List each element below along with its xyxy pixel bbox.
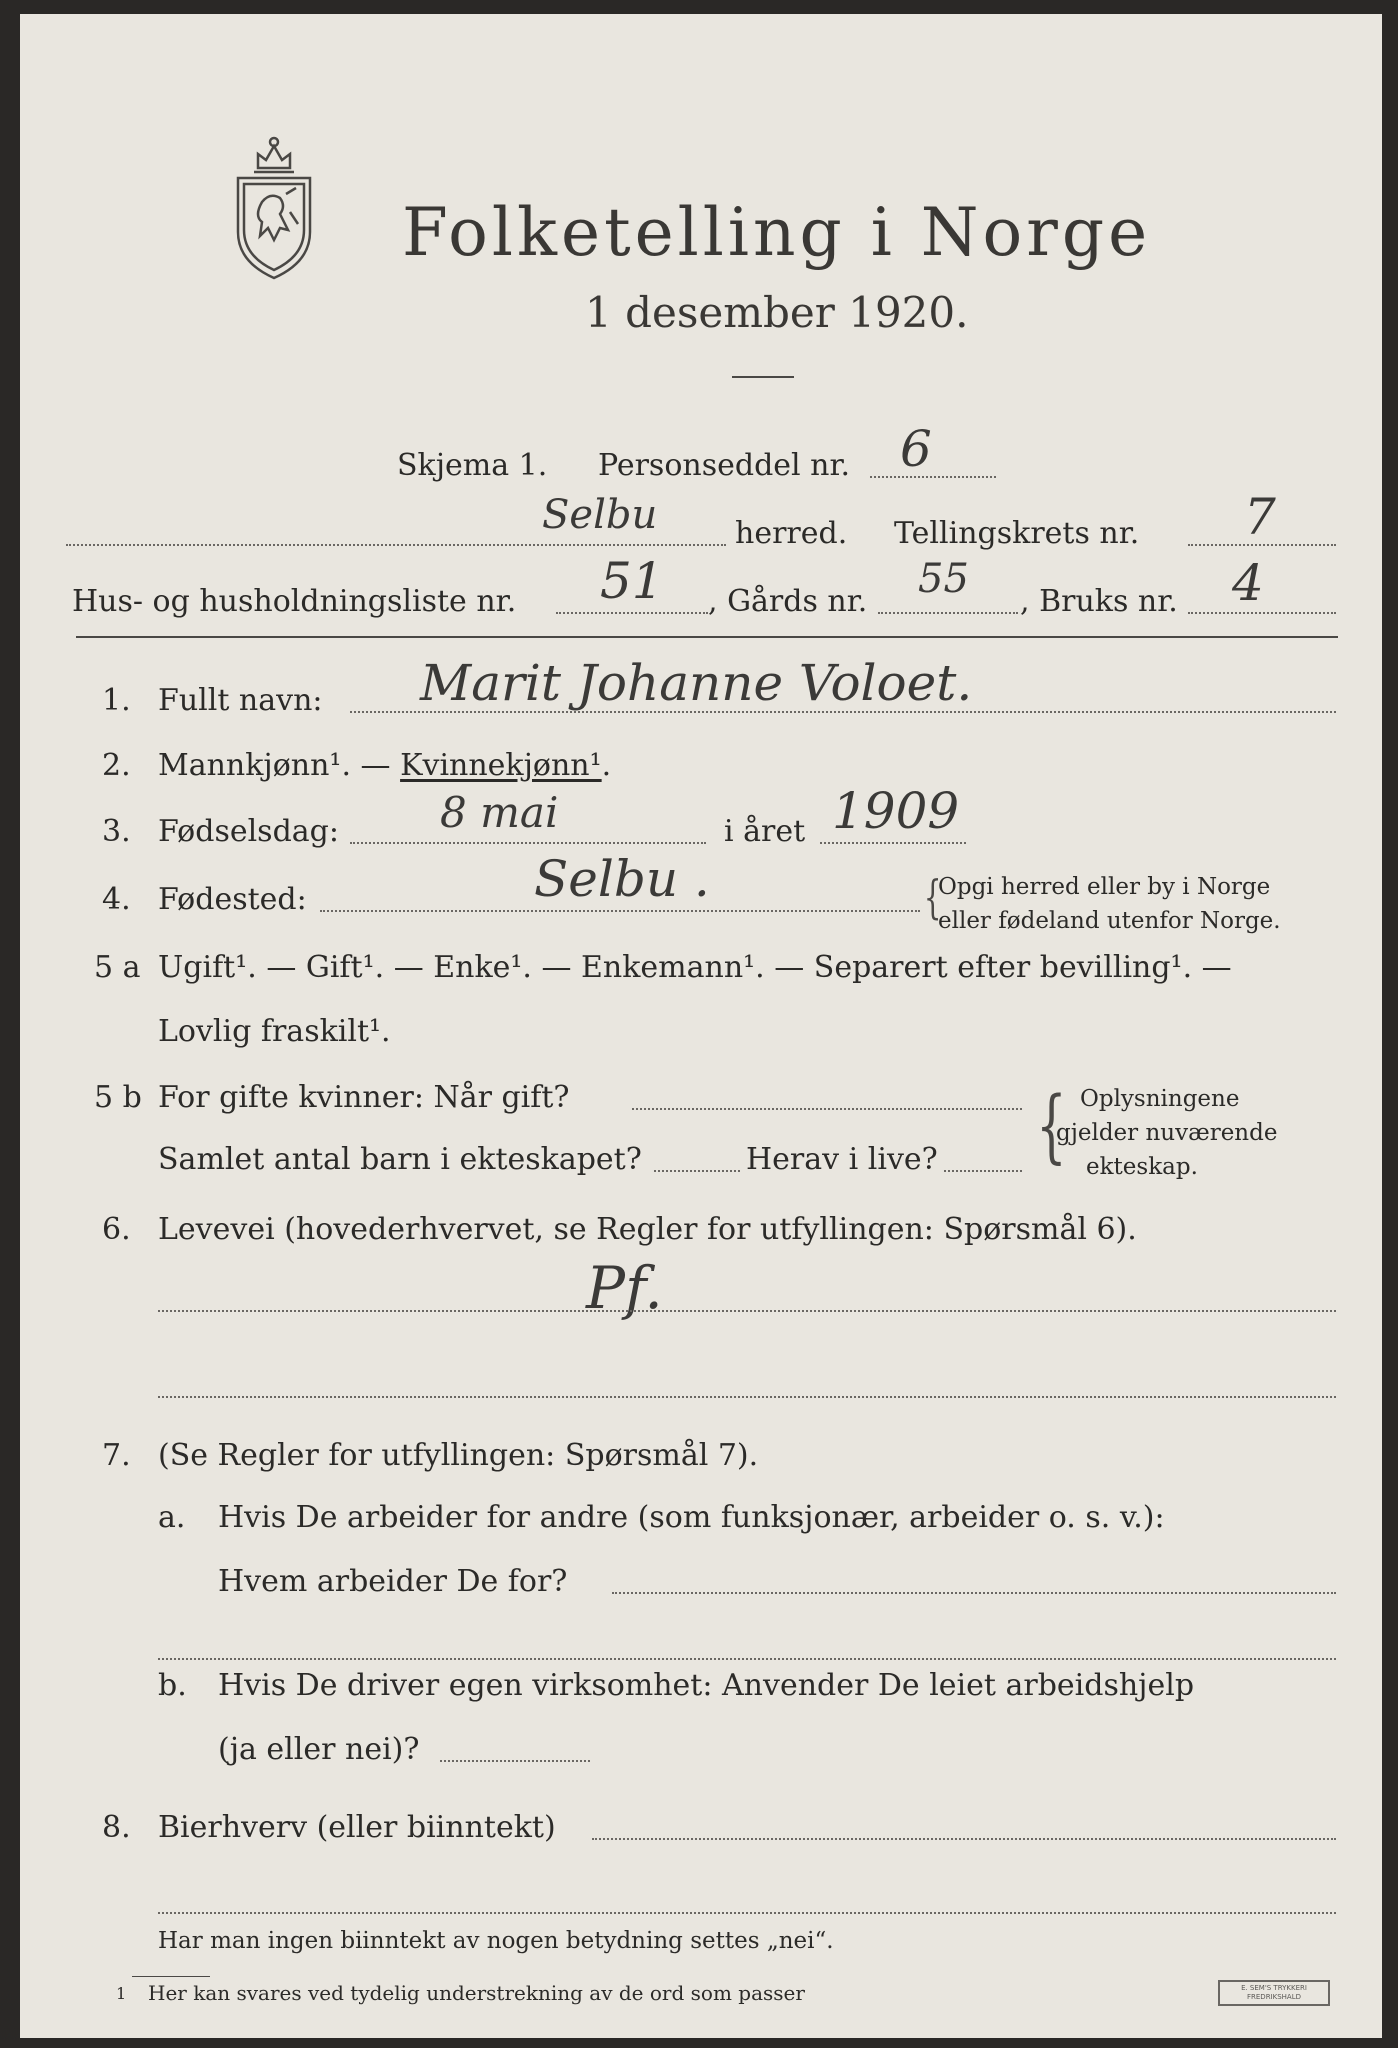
q5a-number: 5 a — [94, 950, 141, 985]
q6-line2 — [158, 1396, 1336, 1398]
q6-number: 6. — [102, 1212, 131, 1247]
q5b-note-line1: Oplysningene — [1080, 1086, 1240, 1112]
q5b-line1: For gifte kvinner: Når gift? — [158, 1080, 570, 1115]
coat-of-arms-icon — [228, 132, 320, 282]
q3-year-label: i året — [724, 814, 806, 849]
q1-label: Fullt navn: — [158, 683, 323, 718]
q5b-note-line3: ekteskap. — [1086, 1154, 1198, 1180]
footnote-text: Her kan svares ved tydelig understrekning av de ord som passer — [148, 1981, 805, 2005]
q7a-line1: Hvis De arbeider for andre (som funksjonær, arbeider o. s. v.): — [218, 1500, 1165, 1535]
q1-number: 1. — [102, 683, 131, 718]
q3-line — [350, 842, 706, 844]
personseddel-value: 6 — [900, 420, 932, 478]
herred-value: Selbu — [542, 492, 658, 538]
q3-number: 3. — [102, 814, 131, 849]
q3-label: Fødselsdag: — [158, 814, 339, 849]
q5a-options: Ugift¹. — Gift¹. — Enke¹. — Enkemann¹. — Separert efter bevilling¹. — — [158, 950, 1232, 985]
q4-note-line2: eller fødeland utenfor Norge. — [938, 908, 1281, 934]
q2-number: 2. — [102, 748, 131, 783]
form-title: Folketelling i Norge — [402, 194, 1152, 271]
herred-label: herred. — [735, 516, 848, 551]
q7b-letter: b. — [158, 1668, 187, 1703]
q5b-brace: { — [1036, 1079, 1067, 1172]
footnote-rule — [132, 1976, 210, 1977]
q1-value: Marit Johanne Voloet. — [420, 654, 973, 712]
q3-value: 8 mai — [440, 788, 559, 837]
hus-label: Hus- og husholdningsliste nr. — [72, 584, 517, 619]
q5b-live-fill — [944, 1170, 1022, 1172]
q8-number: 8. — [102, 1810, 131, 1845]
title-divider — [732, 376, 794, 378]
q4-label: Fødested: — [158, 882, 307, 917]
q2-option-kvinne: Kvinnekjønn¹ — [400, 748, 602, 783]
q7b-line2: (ja eller nei)? — [218, 1732, 420, 1767]
form-subtitle: 1 desember 1920. — [585, 288, 969, 337]
skjema-label: Skjema 1. — [397, 448, 548, 483]
q4-note-line1: Opgi herred eller by i Norge — [938, 874, 1271, 900]
printer-stamp: E. SEM'S TRYKKERI FREDRIKSHALD — [1218, 1980, 1330, 2006]
q5b-note-line2: gjelder nuværende — [1056, 1120, 1278, 1146]
gards-line — [878, 612, 1018, 614]
q5b-number: 5 b — [94, 1080, 142, 1115]
q7a-fill — [612, 1592, 1336, 1594]
q4-number: 4. — [102, 882, 131, 917]
q2-option-end: . — [601, 748, 612, 783]
hus-line — [556, 612, 708, 614]
q5b-line2a: Samlet antal barn i ekteskapet? — [158, 1142, 642, 1177]
bruks-label: , Bruks nr. — [1020, 584, 1178, 619]
biinntekt-note: Har man ingen biinntekt av nogen betydning settes „nei“. — [158, 1928, 834, 1954]
q3-year-value: 1909 — [832, 782, 960, 840]
gards-value: 55 — [918, 556, 969, 602]
bruks-line — [1188, 612, 1336, 614]
census-form — [20, 14, 1382, 2038]
footnote-mark: 1 — [116, 1984, 127, 2003]
q4-brace: { — [923, 870, 942, 924]
bruks-value: 4 — [1232, 554, 1264, 612]
hus-value: 51 — [600, 552, 664, 610]
gards-label: , Gårds nr. — [708, 584, 868, 619]
q8-fill — [592, 1838, 1336, 1840]
q7-number: 7. — [102, 1438, 131, 1473]
header-rule — [76, 636, 1338, 638]
q4-line — [320, 910, 920, 912]
q7a-letter: a. — [158, 1500, 186, 1535]
q7-label: (Se Regler for utfyllingen: Spørsmål 7). — [158, 1438, 759, 1473]
q6-value: Pf. — [586, 1254, 663, 1322]
q7a-line-extra — [158, 1658, 1336, 1660]
q5b-line2b: Herav i live? — [746, 1142, 938, 1177]
q5a-options-line2: Lovlig fraskilt¹. — [158, 1014, 391, 1049]
q8-line-extra — [158, 1912, 1336, 1914]
personseddel-label: Personseddel nr. — [598, 448, 851, 483]
tellingskrets-label: Tellingskrets nr. — [894, 516, 1140, 551]
q5b-line1-fill — [632, 1108, 1022, 1110]
q7b-fill — [440, 1760, 590, 1762]
q3-year-line — [820, 842, 966, 844]
herred-line — [66, 544, 726, 546]
q8-label: Bierhverv (eller biinntekt) — [158, 1810, 556, 1845]
q2-option-mann: Mannkjønn¹. — — [158, 748, 401, 783]
q6-line1 — [158, 1310, 1336, 1312]
q2-options — [158, 748, 611, 783]
q5b-barn-fill — [654, 1170, 740, 1172]
q4-value: Selbu . — [534, 850, 710, 908]
q7a-line2: Hvem arbeider De for? — [218, 1564, 568, 1599]
q7b-line1: Hvis De driver egen virksomhet: Anvender De leiet arbeidshjelp — [218, 1668, 1195, 1703]
personseddel-line — [870, 476, 996, 478]
tellingskrets-value: 7 — [1244, 488, 1276, 546]
q6-label: Levevei (hovederhvervet, se Regler for utfyllingen: Spørsmål 6). — [158, 1212, 1137, 1247]
